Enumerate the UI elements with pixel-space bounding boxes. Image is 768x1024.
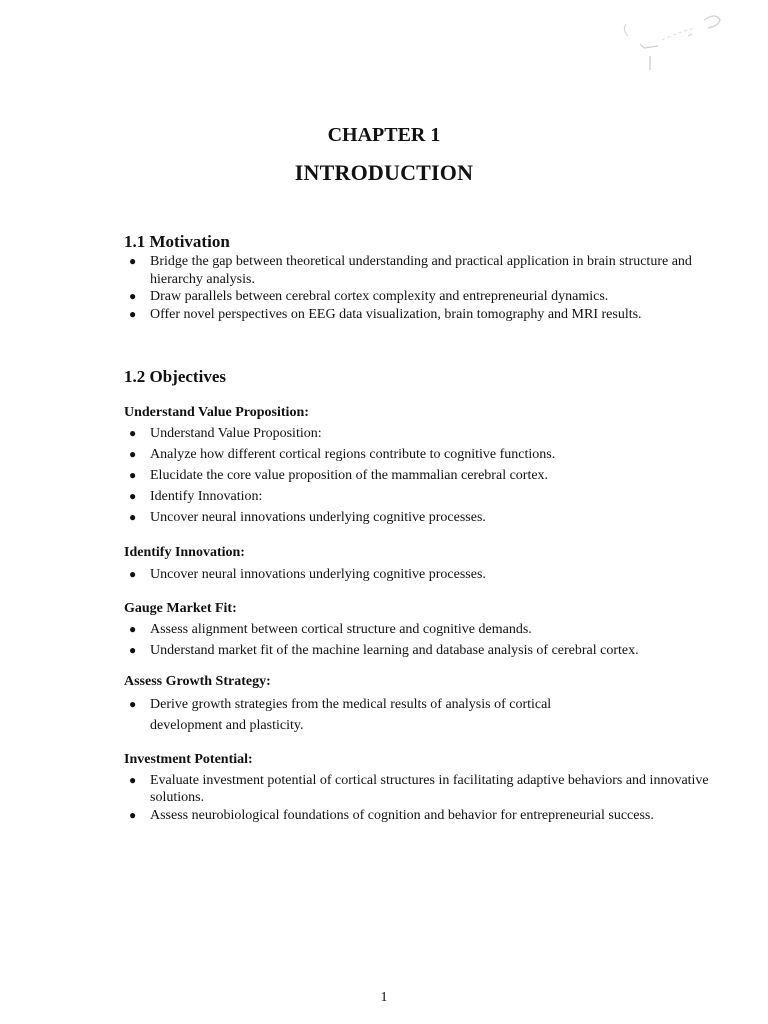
list-item-text: Uncover neural innovations underlying cognitive processes. [150,566,486,582]
list-item [124,509,724,527]
bullet-icon: ● [129,289,137,303]
bullet-icon: ● [129,254,137,268]
list-item-text: Elucidate the core value proposition of the mammalian cerebral cortex. [150,468,549,483]
list-item-text: Uncover neural innovations underlying cognitive processes. [150,510,486,525]
list-item [124,488,724,506]
objective-group-list [124,694,724,736]
list-item-text: Offer novel perspectives on EEG data visualization, brain tomography and MRI results. [150,306,642,322]
motivation-list [124,253,724,323]
list-item-text: Assess neurobiological foundations of cognition and behavior for entrepreneurial success. [150,807,654,823]
bullet-icon: ● [129,772,137,787]
section-heading-motivation: 1.1 Motivation [124,232,230,251]
bullet-icon: ● [129,489,137,503]
objective-group-list [124,621,724,660]
list-item-text: Identify Innovation: [150,489,263,504]
list-item [124,467,724,485]
bullet-icon: ● [129,426,137,440]
list-item-text: Evaluate investment potential of cortical structures in facilitating adaptive behaviors and innovative solutions. [150,772,709,805]
list-item [124,621,724,639]
chapter-content [124,232,724,824]
bullet-icon: ● [129,566,137,581]
bullet-icon: ● [129,696,137,711]
list-item [124,446,724,464]
objective-group-list [124,566,724,584]
list-item-text: Assess alignment between cortical structure and cognitive demands. [150,622,532,637]
objective-group-title: Identify Innovation: [124,544,245,560]
bullet-icon: ● [129,643,137,657]
objective-group-title: Understand Value Proposition: [124,405,309,420]
list-item-text: Draw parallels between cerebral cortex complexity and entrepreneurial dynamics. [150,289,609,304]
pen-scribble-mark [618,6,728,76]
bullet-icon: ● [129,807,137,822]
list-item [124,642,724,660]
bullet-icon: ● [129,306,137,321]
list-item-text: Bridge the gap between theoretical understanding and practical application in brain structure and hierarchy analysis. [150,254,692,287]
bullet-icon: ● [129,468,137,482]
chapter-label: CHAPTER 1 [327,124,441,146]
list-item [124,425,724,443]
objective-group-list [124,425,724,527]
chapter-title: INTRODUCTION [294,160,474,185]
list-item [124,306,724,324]
objective-group-title: Investment Potential: [124,751,253,767]
list-item [124,772,724,807]
list-item-text: Derive growth strategies from the medical results of analysis of cortical development and plasticity. [150,696,552,733]
objective-group-title: Assess Growth Strategy: [124,673,271,689]
list-item [124,253,724,288]
list-item [124,694,724,736]
bullet-icon: ● [129,510,137,524]
list-item [124,807,724,825]
list-item-text: Understand market fit of the machine learning and database analysis of cerebral cortex. [150,643,639,658]
objective-group-list [124,772,724,825]
list-item-text: Analyze how different cortical regions contribute to cognitive functions. [150,447,556,462]
bullet-icon: ● [129,447,137,461]
list-item-text: Understand Value Proposition: [150,426,322,441]
list-item [124,566,724,584]
objective-group-title: Gauge Market Fit: [124,601,237,616]
bullet-icon: ● [129,622,137,636]
section-heading-objectives: 1.2 Objectives [124,367,226,386]
page-number: 1 [380,990,388,1005]
list-item [124,288,724,306]
